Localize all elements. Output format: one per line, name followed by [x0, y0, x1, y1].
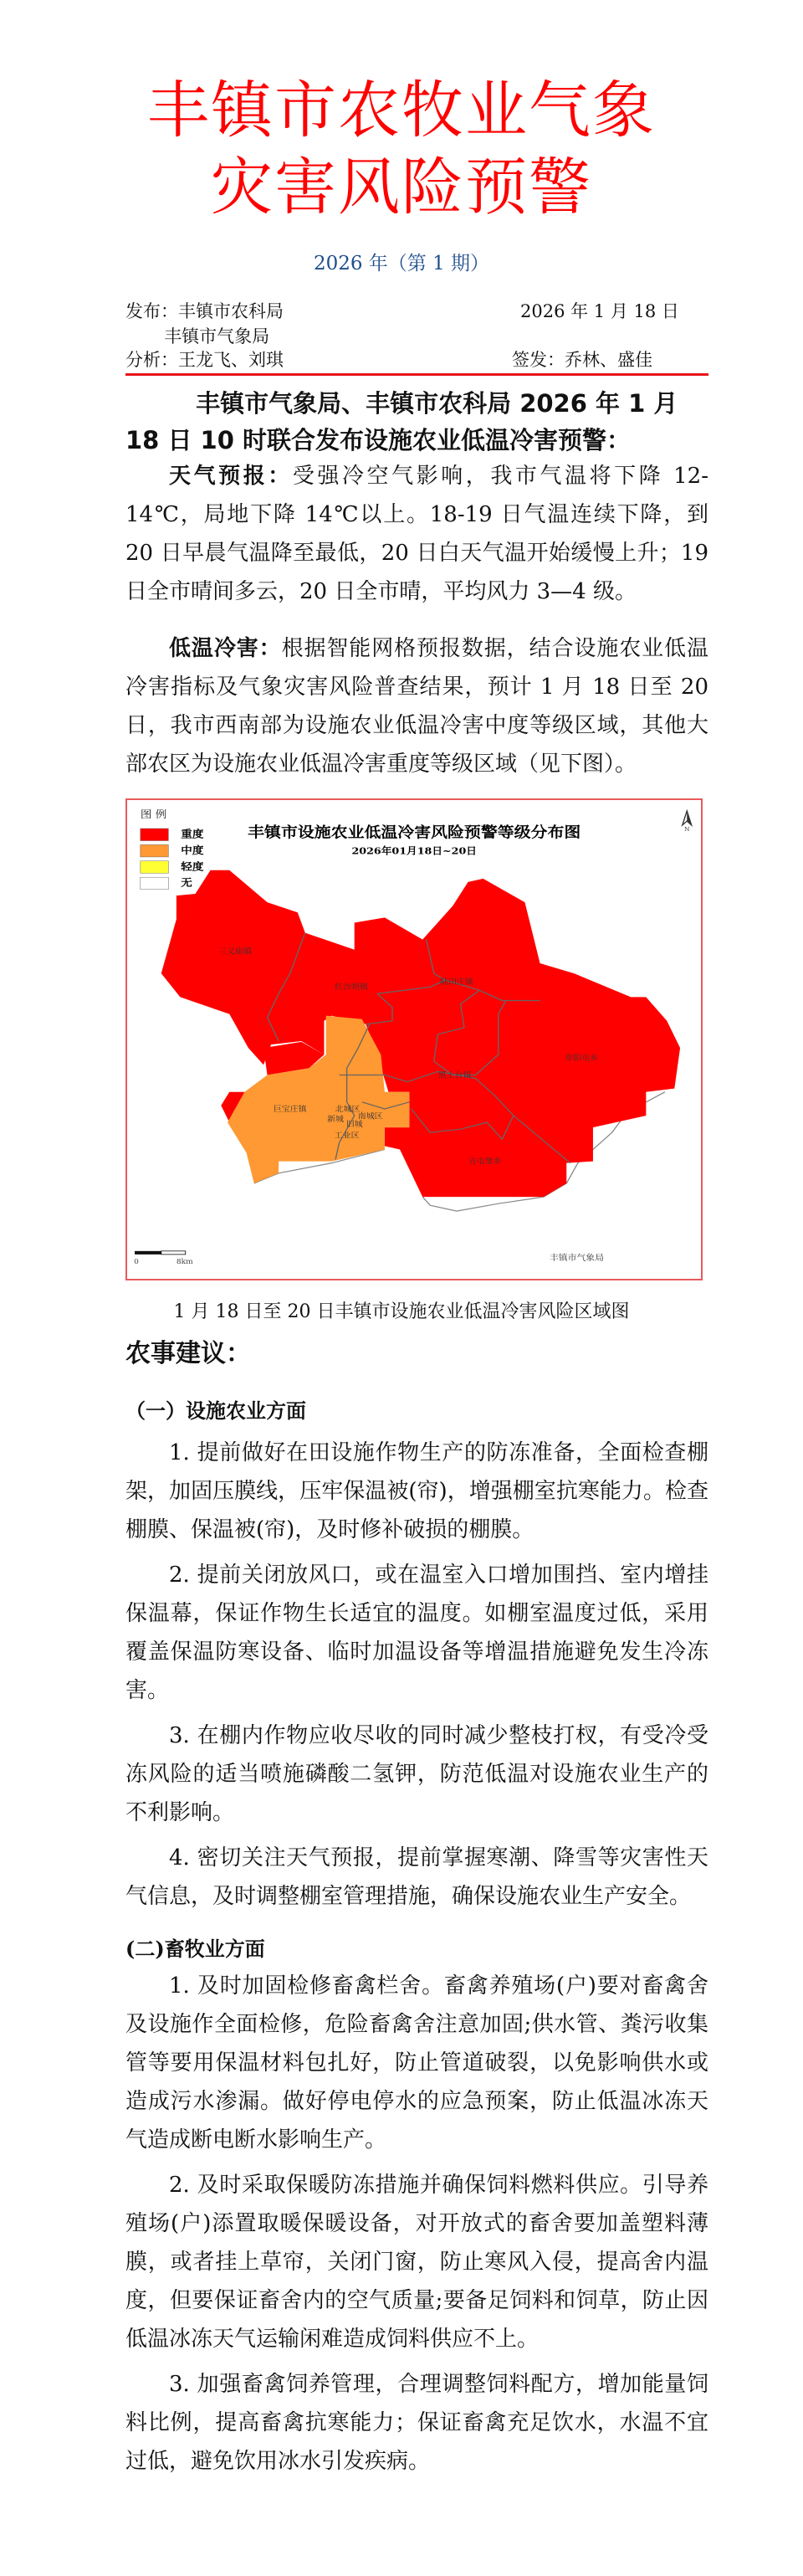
- place-label: 南城区: [357, 1112, 383, 1121]
- cold-damage-label: 低温冷害：: [169, 636, 282, 661]
- place-label: 陆田庄镇: [440, 978, 473, 987]
- scale-bar: [134, 1251, 193, 1266]
- place-label: 吉屯堡乡: [468, 1157, 502, 1167]
- analyst-line: [125, 346, 284, 372]
- legend-swatch-moderate: [141, 844, 169, 857]
- cold-damage-text: 根据智能网格预报数据，结合设施农业低温冷害指标及气象灾害风险普查结果，预计 1 月 18 日至 20 日，我市西南部为设施农业低温冷害中度等级区域，其他大部农区为设施农业低温冷害重度等级区域（见下图）。: [125, 636, 708, 777]
- advice-section: [125, 1332, 708, 2481]
- legend: [141, 828, 204, 890]
- signers: 乔林、盛佳: [565, 350, 652, 370]
- red-divider: [125, 373, 708, 376]
- legend-swatch-light: [141, 861, 169, 874]
- map-caption: 1 月 18 日至 20 日丰镇市设施农业低温冷害风险区域图: [173, 1301, 630, 1322]
- legend-swatch-severe: [141, 829, 169, 841]
- map-title: 丰镇市设施农业低温冷害风险预警等级分布图: [248, 824, 581, 842]
- analyst-label: 分析：: [125, 350, 178, 370]
- place-label: 岸阳屯乡: [565, 1054, 599, 1063]
- issue-number: 2026 年（第 1 期）: [313, 253, 490, 275]
- advice-item: 4. 密切关注天气预报，提前掌握寒潮、降雪等灾害性天气信息，及时调整棚室管理措施，确保设施农业生产安全。: [125, 1845, 708, 1909]
- forecast-label: 天气预报：: [169, 464, 293, 489]
- publish-date: 2026 年 1 月 18 日: [520, 301, 679, 321]
- legend-swatch-none: [141, 877, 169, 890]
- place-label: 新城: [327, 1115, 345, 1124]
- place-label: 黑土台镇: [437, 1070, 472, 1080]
- signer-label: 签发：: [512, 350, 565, 370]
- publisher-block: [125, 298, 284, 348]
- forecast-text: 受强冷空气影响，我市气温将下降 12-14℃，局地下降 14℃以上。18-19 日气温连续下降，到 20 日早晨气温降至最低，20 日白天气温开始缓慢上升；19 日全市晴间多云，20 日全市晴，平均风力 3—4 级。: [125, 464, 708, 604]
- publisher-2: 丰镇市气象局: [164, 326, 270, 346]
- north-label: N: [684, 826, 690, 834]
- section-1-title: （一）设施农业方面: [125, 1398, 306, 1423]
- place-label: 红沙坝镇: [335, 983, 368, 992]
- legend-label-moderate: 中度: [181, 844, 204, 857]
- document-title: [0, 72, 803, 226]
- advice-item: 2. 提前关闭放风口，或在温室入口增加围挡、室内增挂保温幕，保证作物生长适宜的温度。如棚室温度过低，采用覆盖保温防寒设备、临时加温设备等增温措施避免发生冷冻害。: [125, 1563, 708, 1703]
- legend-title: 图 例: [140, 808, 167, 821]
- advice-item: 1. 提前做好在田设施作物生产的防冻准备，全面检查棚架，加固压膜线，压牢保温被(帘)，增强棚室抗寒能力。检查棚膜、保温被(帘)，及时修补破损的棚膜。: [125, 1440, 708, 1542]
- cold-damage-paragraph: [125, 629, 708, 783]
- map-credit: 丰镇市气象局: [549, 1253, 605, 1263]
- advice-item: 2. 及时采取保暖防冻措施并确保饲料燃料供应。引导养殖场(户)添置取暖保暖设备，对开放式的畜舍要加盖塑料薄膜，或者挂上草帘，关闭门窗，防止寒风入侵，提高舍内温度，但要保证畜舍内的空气质量;要备足饲料和饲草，防止因低温冰冻天气运输闲难造成饲料供应不上。: [125, 2173, 708, 2352]
- north-arrow-icon: [683, 811, 692, 833]
- scale-end: 8km: [176, 1258, 193, 1267]
- forecast-section: [125, 457, 708, 783]
- forecast-paragraph: [125, 457, 708, 611]
- publisher-label: 发布：: [125, 301, 178, 321]
- title-line-1: 丰镇市农牧业气象: [147, 74, 656, 146]
- section-2-title: (二)畜牧业方面: [125, 1937, 265, 1961]
- place-label: 三义庙镇: [218, 947, 252, 957]
- advice-item: 3. 加强畜禽饲养管理，合理调整饲料配方，增加能量饲料比例，提高畜禽抗寒能力；保证畜禽充足饮水，水温不宜过低，避免饮用冰水引发疾病。: [125, 2372, 708, 2474]
- legend-label-severe: 重度: [181, 829, 204, 841]
- place-label: 工业区: [334, 1131, 360, 1141]
- title-line-2: 灾害风险预警: [211, 151, 592, 223]
- map-subtitle: 2026年01月18日~20日: [351, 845, 477, 857]
- place-label: 旧城: [345, 1120, 363, 1129]
- scale-start: 0: [134, 1258, 139, 1267]
- analysts: 王龙飞、刘琪: [178, 350, 284, 370]
- legend-label-none: 无: [181, 877, 192, 890]
- advice-item: 1. 及时加固检修畜禽栏舍。畜禽养殖场(户)要对畜禽舍及设施作全面检修，危险畜禽舍注意加固;供水管、粪污收集管等要用保温材料包扎好，防止管道破裂，以免影响供水或造成污水渗漏。做好停电停水的应急预案，防止低温冰冻天气造成断电断水影响生产。: [125, 1973, 708, 2153]
- advice-item: 3. 在棚内作物应收尽收的同时减少整枝打杈，有受冷受冻风险的适当喷施磷酸二氢钾，防范低温对设施农业生产的不利影响。: [125, 1723, 708, 1825]
- legend-label-light: 轻度: [181, 860, 204, 874]
- place-label: 北城区: [335, 1105, 361, 1114]
- advice-title: 农事建议：: [125, 1339, 251, 1368]
- publisher-1: 丰镇市农科局: [178, 301, 284, 321]
- risk-map-svg: [127, 800, 701, 1279]
- signer-line: [512, 346, 652, 372]
- place-label: 巨宝庄镇: [273, 1105, 307, 1114]
- headline: 丰镇市气象局、丰镇市农科局 2026 年 1 月 18 日 10 时联合发布设施农业低温冷害预警：: [125, 389, 678, 454]
- region-severe: [161, 870, 680, 1197]
- risk-map: [125, 798, 703, 1280]
